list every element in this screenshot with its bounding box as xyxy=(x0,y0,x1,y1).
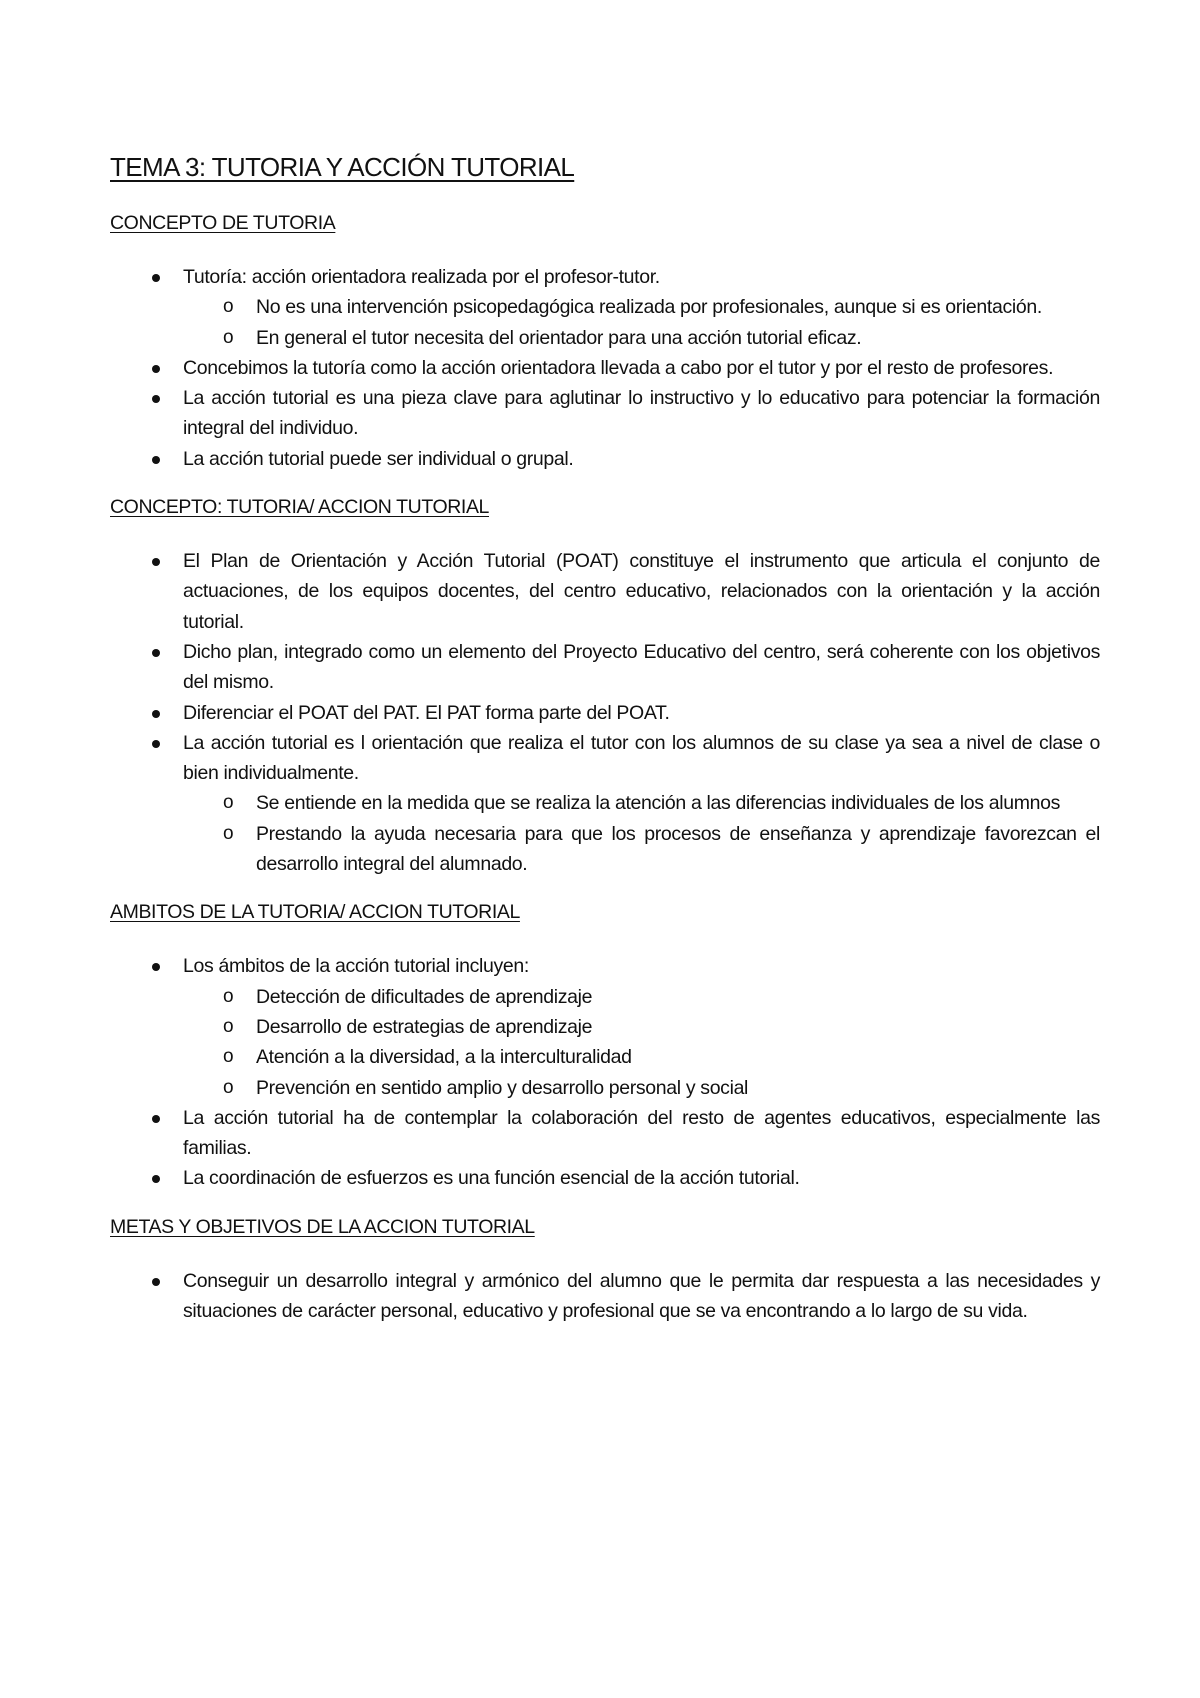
list-item xyxy=(110,637,1100,698)
list-item xyxy=(110,262,1100,353)
list-item-text: La acción tutorial es una pieza clave para aglutinar lo instructivo y lo educativo para potenciar la formación integral del individuo. xyxy=(183,387,1100,440)
sub-list-item-text: Se entiende en la medida que se realiza la atención a las diferencias individuales de los alumnos xyxy=(256,792,1060,815)
bullet-list xyxy=(110,951,1100,1193)
list-item xyxy=(110,728,1100,879)
section-heading: CONCEPTO: TUTORIA/ ACCION TUTORIAL xyxy=(110,496,489,519)
circle-bullet-icon: o xyxy=(223,985,234,1007)
sub-list-item-text: Atención a la diversidad, a la interculturalidad xyxy=(256,1046,632,1069)
sub-list-item-text: Desarrollo de estrategias de aprendizaje xyxy=(256,1015,593,1038)
list-item-text: Dicho plan, integrado como un elemento del Proyecto Educativo del centro, será coherente con los objetivos del mismo. xyxy=(183,640,1100,694)
list-item xyxy=(110,1163,1100,1193)
sub-list xyxy=(183,788,1100,879)
list-item-text: Los ámbitos de la acción tutorial incluyen: xyxy=(183,955,529,978)
bullet-icon xyxy=(152,365,160,373)
bullet-list xyxy=(110,1266,1100,1327)
circle-bullet-icon: o xyxy=(223,1076,234,1098)
list-item-text: La coordinación de esfuerzos es una función esencial de la acción tutorial. xyxy=(183,1167,800,1190)
list-item xyxy=(110,546,1100,637)
document-page xyxy=(110,150,1100,1346)
sub-list-item xyxy=(183,788,1100,818)
circle-bullet-icon: o xyxy=(223,822,234,844)
list-item-text: La acción tutorial ha de contemplar la colaboración del resto de agentes educativos, especialmente las familias. xyxy=(183,1106,1100,1160)
bullet-icon xyxy=(152,649,160,657)
sections-container xyxy=(110,210,1100,1326)
list-item xyxy=(110,383,1100,444)
section-heading: CONCEPTO DE TUTORIA xyxy=(110,212,336,234)
circle-bullet-icon: o xyxy=(223,792,234,814)
bullet-icon xyxy=(152,274,160,282)
bullet-list xyxy=(110,546,1100,879)
circle-bullet-icon: o xyxy=(223,326,234,348)
list-item-text: La acción tutorial es l orientación que realiza el tutor con los alumnos de su clase ya sea a nivel de clase o bien individualmente. xyxy=(183,731,1100,785)
circle-bullet-icon: o xyxy=(223,1046,234,1068)
circle-bullet-icon: o xyxy=(223,296,234,318)
sub-list xyxy=(183,292,1100,353)
list-item-text: Diferenciar el POAT del PAT. El PAT forma parte del POAT. xyxy=(183,701,670,724)
bullet-icon xyxy=(152,395,160,403)
bullet-icon xyxy=(152,1115,160,1123)
bullet-icon xyxy=(152,1175,160,1183)
bullet-icon xyxy=(152,456,160,464)
bullet-icon xyxy=(152,1278,160,1286)
bullet-list xyxy=(110,262,1100,474)
sub-list-item xyxy=(183,1012,1100,1042)
list-item xyxy=(110,444,1100,474)
list-item-text: La acción tutorial puede ser individual o grupal. xyxy=(183,447,574,470)
list-item-text: El Plan de Orientación y Acción Tutorial (POAT) constituye el instrumento que articula el conjunto de actuaciones, de los equipos docentes, del centro educativo, relacionados con la orientación y la acción tutorial. xyxy=(183,550,1100,633)
bullet-icon xyxy=(152,740,160,748)
section-heading: AMBITOS DE LA TUTORIA/ ACCION TUTORIAL xyxy=(110,901,520,924)
sub-list-item xyxy=(183,1042,1100,1072)
list-item xyxy=(110,1103,1100,1164)
document-title: TEMA 3: TUTORIA Y ACCIÓN TUTORIAL xyxy=(110,152,575,182)
bullet-icon xyxy=(152,963,160,971)
sub-list-item-text: Prevención en sentido amplio y desarrollo personal y social xyxy=(256,1076,749,1099)
sub-list xyxy=(183,982,1100,1103)
circle-bullet-icon: o xyxy=(223,1015,234,1037)
list-item-text: Conseguir un desarrollo integral y armónico del alumno que le permita dar respuesta a las necesidades y situaciones de carácter personal, educativo y profesional que se va encontrando a lo largo de su vida. xyxy=(183,1269,1100,1323)
bullet-icon xyxy=(152,558,160,566)
sub-list-item-text: En general el tutor necesita del orientador para una acción tutorial eficaz. xyxy=(256,326,862,349)
sub-list-item-text: Prestando la ayuda necesaria para que los procesos de enseñanza y aprendizaje favorezcan el desarrollo integral del alumnado. xyxy=(256,822,1100,876)
sub-list-item xyxy=(183,982,1100,1012)
sub-list-item xyxy=(183,819,1100,880)
list-item-text: Tutoría: acción orientadora realizada por el profesor-tutor. xyxy=(183,266,660,288)
list-item xyxy=(110,951,1100,1102)
list-item xyxy=(110,698,1100,728)
sub-list-item xyxy=(183,323,1100,353)
sub-list-item-text: Detección de dificultades de aprendizaje xyxy=(256,985,593,1008)
bullet-icon xyxy=(152,710,160,718)
sub-list-item-text: No es una intervención psicopedagógica realizada por profesionales, aunque si es orientación. xyxy=(256,296,1042,319)
section-heading: METAS Y OBJETIVOS DE LA ACCION TUTORIAL xyxy=(110,1215,535,1238)
sub-list-item xyxy=(183,292,1100,322)
list-item xyxy=(110,1266,1100,1327)
list-item xyxy=(110,353,1100,383)
sub-list-item xyxy=(183,1073,1100,1103)
list-item-text: Concebimos la tutoría como la acción orientadora llevada a cabo por el tutor y por el resto de profesores. xyxy=(183,356,1054,379)
